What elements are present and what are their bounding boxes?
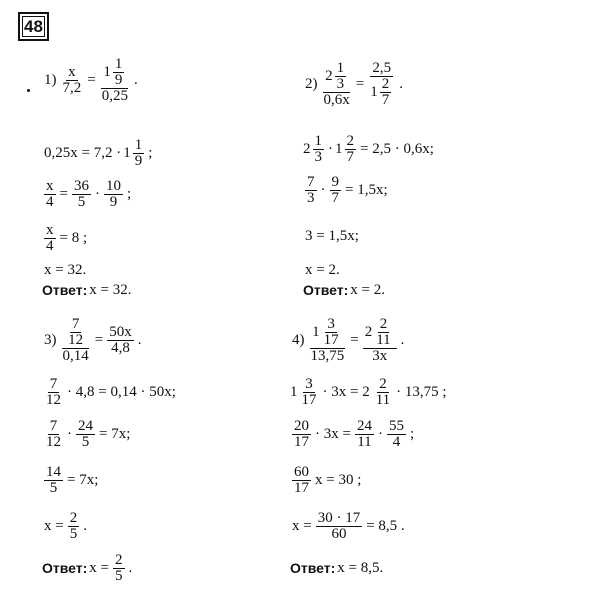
p4-l1-frac-a: 1 $\frac{3}{17}$ 13,75 [310,315,345,364]
p4-line2: 1 $\frac{3}{17}$ · 3x = 2 $\frac{2}{11}$ · 13,75 ; [290,375,447,408]
p2-answer-label: Ответ: [303,282,349,298]
p2-label: 2) [305,75,318,92]
p3-answer-label: Ответ: [42,560,88,576]
p4-line3: $\frac{20}{17}$ · 3x = $\frac{24}{11}$ · $\frac{55}{4}$ ; [294,417,415,450]
p3-line1: 3) $\frac{\frac{7}{12}}{0,14}$ = $\frac{50x}{4,8}$ . [44,315,142,364]
p4-line1: 4) 1 $\frac{3}{17}$ 13,75 = 2 $\frac{2}{11}$ 3x . [292,315,405,364]
p2-line1: 2) 2 $\frac{1}{3}$ 0,6x = 2,5 1 $\frac{2}{7}$ . [305,59,403,108]
p4-line4: $\frac{60}{17}$ x = 30 ; [294,463,362,496]
p4-answer: Ответ: x = 8,5. [290,559,384,576]
p1-line3: $\frac{x}{4}$ = $\frac{36}{5}$ · $\frac{10}{9}$ ; [46,177,132,210]
p1-l2-mixed: 1 $\frac{1}{9}$ [123,136,143,169]
p3-l1-frac-a: $\frac{\frac{7}{12}}{0,14}$ [62,315,89,364]
stray-dot [27,89,30,92]
p1-line2: 0,25x = 7,2 · 1 $\frac{1}{9}$ ; [44,136,153,169]
p4-line5: x = $\frac{30 \cdot 17}{60}$ = 8,5 . [292,509,405,542]
p1-l1-frac-b: 1 $\frac{1}{9}$ 0,25 [101,55,128,104]
p2-line2: 2 $\frac{1}{3}$ · 1 $\frac{2}{7}$ = 2,5 · 0,6x; [303,132,434,165]
p1-line4: $\frac{x}{4}$ = 8 ; [46,221,88,254]
p1-l1-frac-a: $\frac{x}{7,2}$ [62,63,82,96]
p2-l1-frac-b: 2,5 1 $\frac{2}{7}$ [370,59,392,108]
p2-l1-frac-a: 2 $\frac{1}{3}$ 0,6x [323,59,350,108]
p4-label: 4) [292,331,305,348]
p4-l1-frac-b: 2 $\frac{2}{11}$ 3x [363,317,397,364]
p2-line5: x = 2. [305,261,340,278]
p3-label: 3) [44,331,57,348]
p2-answer: Ответ: x = 2. [303,281,386,298]
p1-line5: x = 32. [44,261,87,278]
p1-answer: Ответ: x = 32. [42,281,132,298]
p3-line4: $\frac{14}{5}$ = 7x; [46,463,99,496]
p3-answer: Ответ: x = $\frac{2}{5}$ . [42,551,133,584]
p2-line3: $\frac{7}{3}$ · $\frac{9}{7}$ = 1,5x; [307,173,388,206]
p4-answer-label: Ответ: [290,560,336,576]
p2-line4: 3 = 1,5x; [305,227,359,244]
problem-number-badge: 48 [18,12,49,41]
p3-line3: $\frac{7}{12}$ · $\frac{24}{5}$ = 7x; [46,417,131,450]
p1-line1: 1) $\frac{x}{7,2}$ = 1 $\frac{1}{9}$ 0,25 . [44,55,138,104]
p1-answer-label: Ответ: [42,282,88,298]
p3-line2: $\frac{7}{12}$ · 4,8 = 0,14 · 50x; [46,375,176,408]
p1-label: 1) [44,71,57,88]
p3-line5: x = $\frac{2}{5}$ . [44,509,87,542]
